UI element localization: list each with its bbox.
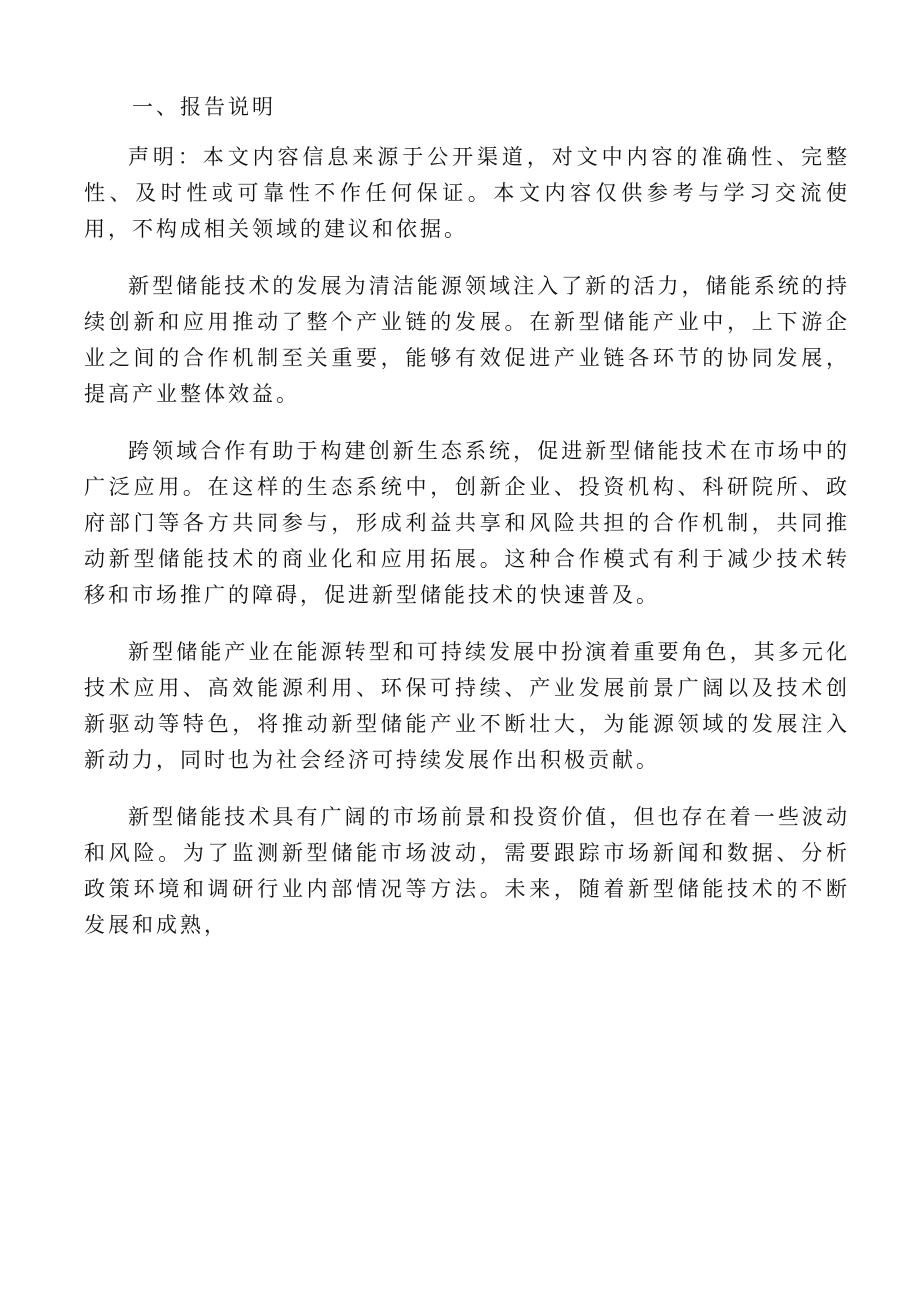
body-paragraph: 新型储能技术具有广阔的市场前景和投资价值，但也存在着一些波动和风险。为了监测新型储能市场波动，需要跟踪市场新闻和数据、分析政策环境和调研行业内部情况等方法。未来，随着新型储能技术的不断发展和成熟， [84, 805, 850, 937]
disclaimer-paragraph: 声明：本文内容信息来源于公开渠道，对文中内容的准确性、完整性、及时性或可靠性不作任何保证。本文内容仅供参考与学习交流使用，不构成相关领域的建议和依据。 [84, 145, 850, 241]
spacer [84, 613, 850, 634]
spacer [84, 778, 850, 799]
body-paragraph: 新型储能技术的发展为清洁能源领域注入了新的活力，储能系统的持续创新和应用推动了整个产业链的发展。在新型储能产业中，上下游企业之间的合作机制至关重要，能够有效促进产业链各环节的协同发展，提高产业整体效益。 [84, 274, 850, 406]
spacer [84, 412, 850, 433]
section-heading: 一、报告说明 [132, 95, 276, 119]
body-paragraph: 跨领域合作有助于构建创新生态系统，促进新型储能技术在市场中的广泛应用。在这样的生态系统中，创新企业、投资机构、科研院所、政府部门等各方共同参与，形成利益共享和风险共担的合作机制，共同推动新型储能技术的商业化和应用拓展。这种合作模式有利于减少技术转移和市场推广的障碍，促进新型储能技术的快速普及。 [84, 439, 850, 607]
spacer [84, 125, 850, 139]
spacer [84, 247, 850, 268]
body-paragraph: 新型储能产业在能源转型和可持续发展中扮演着重要角色，其多元化技术应用、高效能源利用、环保可持续、产业发展前景广阔以及技术创新驱动等特色，将推动新型储能产业不断壮大，为能源领域的发展注入新动力，同时也为社会经济可持续发展作出积极贡献。 [84, 640, 850, 772]
